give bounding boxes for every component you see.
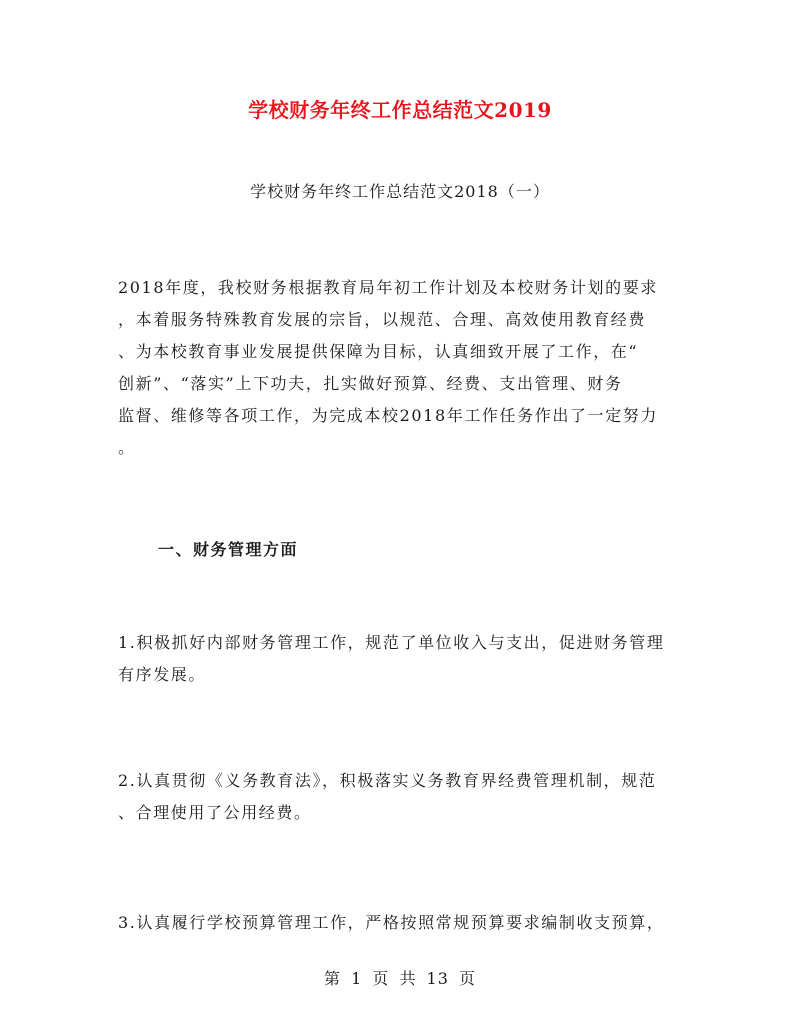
paragraph-line: 。 [118,438,136,457]
list-item [118,907,688,939]
section-heading: 一、财务管理方面 [158,540,299,559]
paragraph-line: 监督、维修等各项工作，为完成本校2018年工作任务作出了一定努力 [118,406,658,425]
paragraph-line: 有序发展。 [118,665,207,684]
paragraph-line: ，本着服务特殊教育发展的宗旨，以规范、合理、高效使用教育经费 [118,310,647,329]
paragraph-line: 1.积极抓好内部财务管理工作，规范了单位收入与支出，促进财务管理 [118,633,665,652]
paragraph-line: 2018年度，我校财务根据教育局年初工作计划及本校财务计划的要求 [118,278,658,297]
list-item [118,765,688,829]
paragraph-line: 、合理使用了公用经费。 [118,803,312,822]
document-subtitle: 学校财务年终工作总结范文2018（一） [250,182,550,201]
paragraph-line: 创新”、“落实”上下功夫，扎实做好预算、经费、支出管理、财务 [118,374,623,393]
intro-paragraph [118,272,688,464]
list-item [118,627,688,691]
paragraph-line: 、为本校教育事业发展提供保障为目标，认真细致开展了工作，在“ [118,342,639,361]
document-title: 学校财务年终工作总结范文2019 [248,98,552,122]
paragraph-line: 2.认真贯彻《义务教育法》，积极落实义务教育界经费管理机制，规范 [118,771,657,790]
page-footer: 第 1 页 共 13 页 [324,969,476,988]
paragraph-line: 3.认真履行学校预算管理工作，严格按照常规预算要求编制收支预算， [118,913,665,932]
